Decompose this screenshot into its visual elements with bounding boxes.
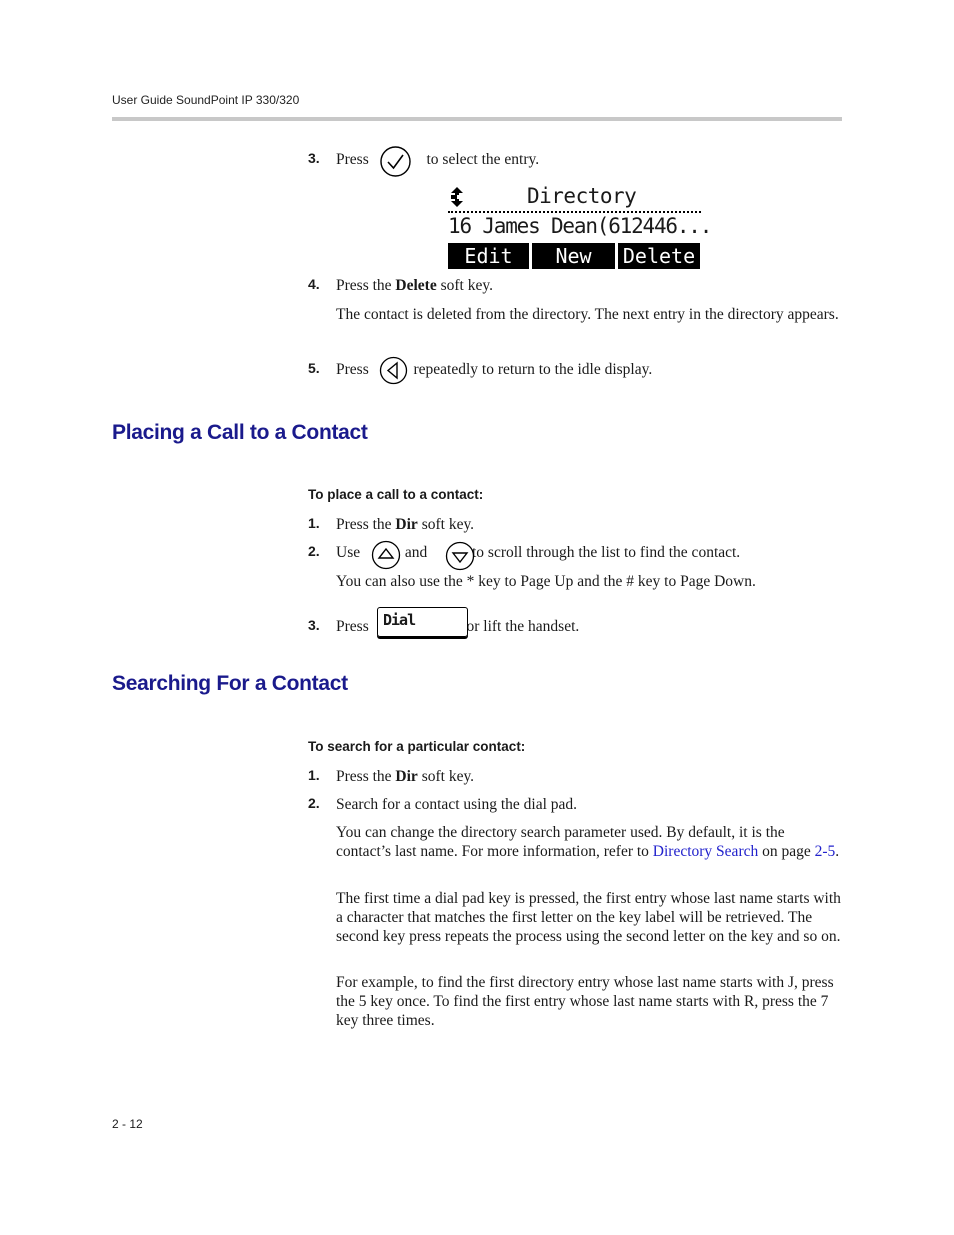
- lcd-title: Directory: [527, 184, 637, 208]
- step-number: 3.: [308, 617, 320, 633]
- page-link[interactable]: 2-5: [814, 843, 836, 860]
- dial-softkey-icon: [377, 607, 468, 637]
- step-number: 1.: [308, 767, 320, 783]
- step-bold: Delete: [395, 277, 437, 294]
- step-1-dir: [336, 767, 841, 786]
- step-text-pre: Press: [336, 618, 369, 635]
- directory-search-link[interactable]: Directory Search: [652, 843, 759, 860]
- step-text-pre: Press the: [336, 768, 396, 785]
- step-number: 3.: [308, 150, 320, 166]
- step-number: 2.: [308, 795, 320, 811]
- step-2-search: Search for a contact using the dial pad.: [336, 796, 578, 813]
- step-4-delete: [336, 276, 841, 295]
- step-2-note: You can also use the * key to Page Up and the # key to Page Down.: [336, 573, 756, 590]
- step-text-post: to scroll through the list to find the contact.: [472, 544, 741, 561]
- step-number: 4.: [308, 276, 320, 292]
- step-bold: Dir: [395, 516, 418, 533]
- paragraph-search-parameter: [336, 823, 841, 861]
- header-rule: [112, 117, 842, 121]
- paragraph-first-keypress: The first time a dial pad key is pressed, the first entry whose last name starts with a character that matches the first letter on the key label will be retrieved. The second key press repeats the process using the second letter on the key and so on.: [336, 890, 841, 945]
- procedure-heading: To place a call to a contact:: [308, 487, 484, 502]
- step-bold: Dir: [395, 768, 418, 785]
- step-number: 1.: [308, 515, 320, 531]
- left-arrow-key-icon: [379, 356, 408, 385]
- directory-arrows-icon: [448, 186, 466, 208]
- step-text-post: soft key.: [436, 277, 493, 294]
- step-text-pre: Press the: [336, 277, 396, 294]
- step-number: 2.: [308, 543, 320, 559]
- step-text-post: soft key.: [417, 768, 475, 785]
- step-text-pre: Use: [336, 544, 361, 561]
- lcd-dotted-separator: [448, 211, 701, 213]
- step-4-note: The contact is deleted from the directory. The next entry in the directory appears.: [336, 306, 839, 323]
- step-text-pre: Press: [336, 361, 369, 378]
- step-2-scroll: [336, 543, 841, 562]
- para-text: .: [835, 843, 840, 860]
- step-1-dir: [336, 515, 841, 534]
- lcd-softkeys: [448, 243, 703, 269]
- select-checkmark-icon: [379, 145, 412, 178]
- softkey-delete[interactable]: Delete: [618, 243, 700, 269]
- dial-softkey-label: Dial: [383, 611, 416, 629]
- step-text-post: repeatedly to return to the idle display.: [413, 361, 653, 378]
- down-arrow-key-icon: [445, 541, 475, 571]
- lcd-entry: 16 James Dean(612446...: [448, 214, 712, 238]
- step-text-pre: Press the: [336, 516, 396, 533]
- step-text-post: or lift the handset.: [466, 618, 580, 635]
- step-number: 5.: [308, 360, 320, 376]
- para-text: on page: [758, 843, 815, 860]
- step-5-back: [336, 360, 841, 379]
- running-header: User Guide SoundPoint IP 330/320: [112, 93, 300, 107]
- procedure-heading: To search for a particular contact:: [308, 739, 526, 754]
- section-heading-searching: Searching For a Contact: [112, 672, 348, 695]
- paragraph-example: For example, to find the first directory entry whose last name starts with J, press the 5 key once. To find the first entry whose last name starts with R, press the 7 key three times.: [336, 974, 834, 1029]
- page-number: 2 - 12: [112, 1117, 143, 1131]
- section-heading-placing-call: Placing a Call to a Contact: [112, 421, 368, 444]
- softkey-new[interactable]: New: [532, 243, 615, 269]
- lcd-title-row: [445, 184, 703, 212]
- step-text-post: to select the entry.: [426, 151, 540, 168]
- step-text-mid: and: [404, 544, 428, 561]
- up-arrow-key-icon: [371, 540, 401, 570]
- step-text-post: soft key.: [417, 516, 475, 533]
- para-text: You can change the directory search parameter used. By default, it is the contact’s last name. For more information, refer to: [336, 824, 785, 860]
- phone-lcd-screen: [445, 184, 712, 270]
- step-text-pre: Press: [336, 151, 369, 168]
- softkey-edit[interactable]: Edit: [448, 243, 529, 269]
